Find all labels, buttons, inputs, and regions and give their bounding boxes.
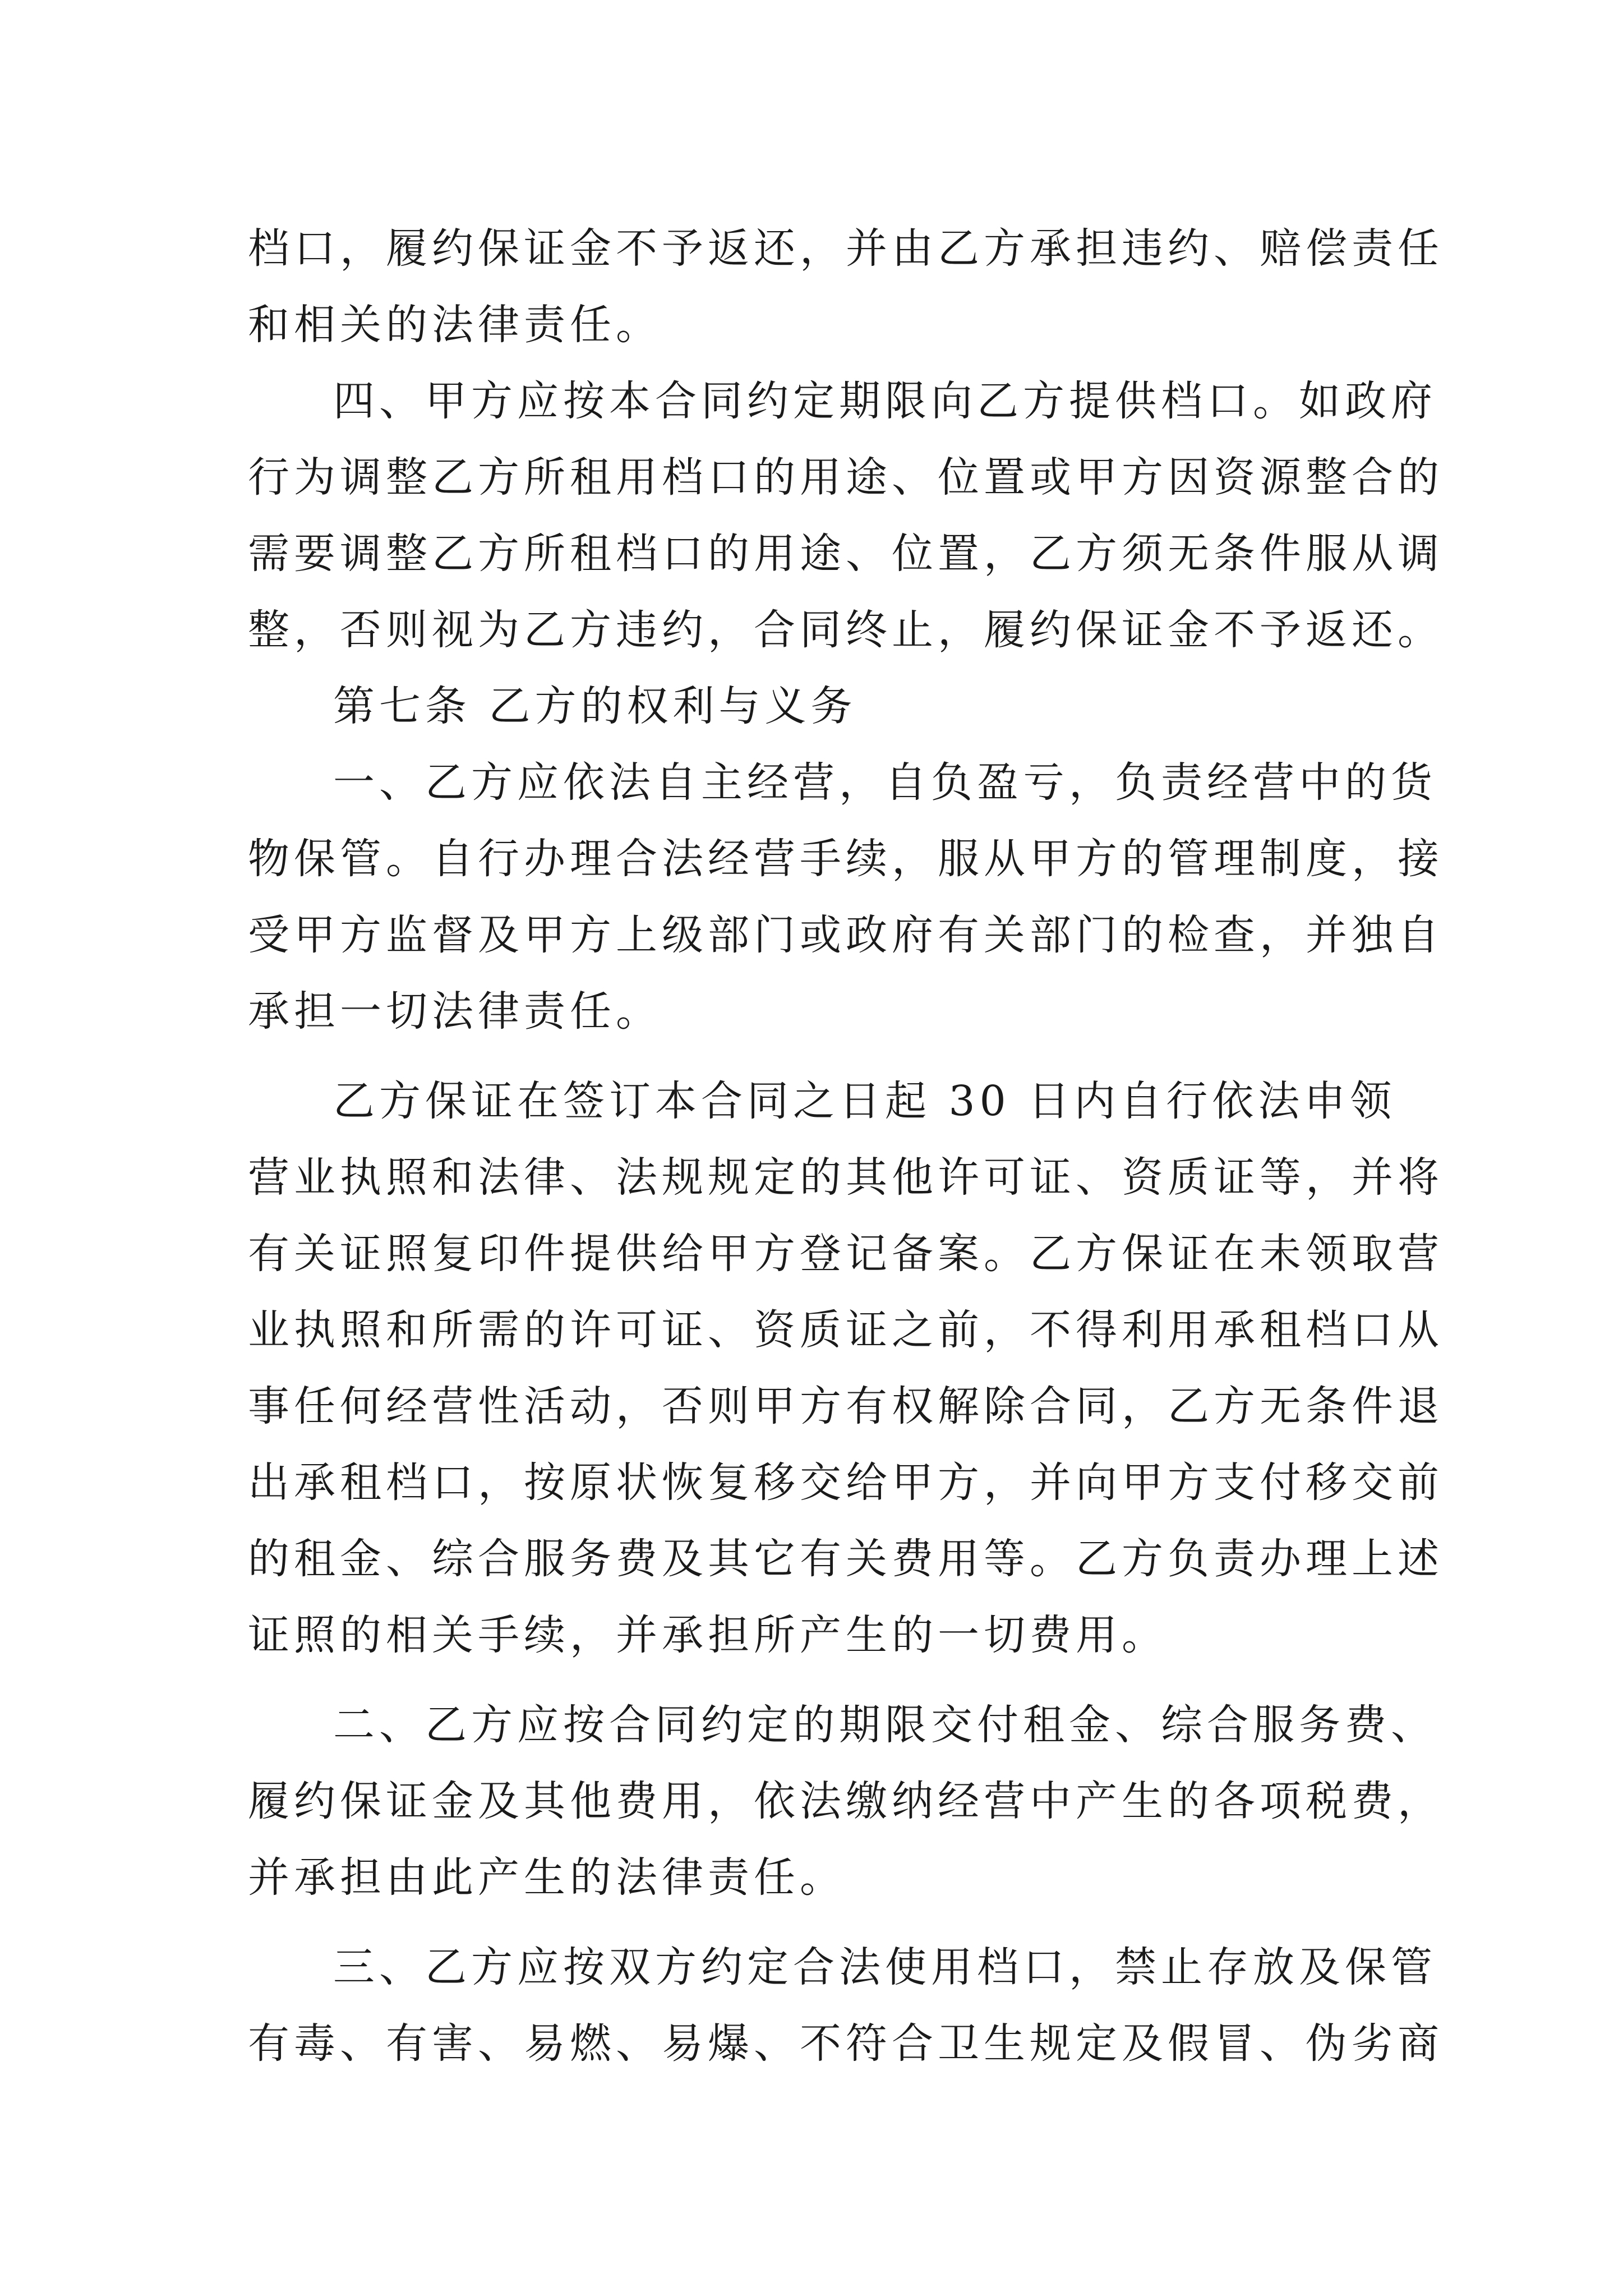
text-line: 履约保证金及其他费用，依法缴纳经营中产生的各项税费， <box>248 1777 1444 1825</box>
clause-one-start: 一、乙方应依法自主经营，自负盈亏，负责经营中的货 <box>333 758 1437 807</box>
text-line: 有关证照复印件提供给甲方登记备案。乙方保证在未领取营 <box>248 1230 1444 1278</box>
text-line: 出承租档口，按原状恢复移交给甲方，并向甲方支付移交前 <box>248 1458 1444 1507</box>
clause-three-start: 三、乙方应按双方约定合法使用档口，禁止存放及保管 <box>333 1943 1437 1991</box>
clause-four-start: 四、甲方应按本合同约定期限向乙方提供档口。如政府 <box>333 377 1437 425</box>
text-line: 承担一切法律责任。 <box>248 987 662 1036</box>
text-line: 并承担由此产生的法律责任。 <box>248 1853 846 1902</box>
text-line: 营业执照和法律、法规规定的其他许可证、资质证等，并将 <box>248 1153 1444 1202</box>
text-line: 整，否则视为乙方违约，合同终止，履约保证金不予返还。 <box>248 606 1444 654</box>
paragraph-license-start: 乙方保证在签订本合同之日起 30 日内自行依法申领 <box>333 1077 1396 1125</box>
text-line: 受甲方监督及甲方上级部门或政府有关部门的检查，并独自 <box>248 911 1444 959</box>
text-line: 档口，履约保证金不予返还，并由乙方承担违约、赔偿责任 <box>248 224 1444 273</box>
contract-text <box>248 210 1444 2082</box>
text-line: 和相关的法律责任。 <box>248 301 662 349</box>
text-line: 行为调整乙方所租用档口的用途、位置或甲方因资源整合的 <box>248 453 1444 501</box>
article-seven-heading: 第七条 乙方的权利与义务 <box>333 682 857 730</box>
text-line: 物保管。自行办理合法经营手续，服从甲方的管理制度，接 <box>248 835 1444 883</box>
text-line: 有毒、有害、易燃、易爆、不符合卫生规定及假冒、伪劣商 <box>248 2019 1444 2068</box>
text-line: 需要调整乙方所租档口的用途、位置，乙方须无条件服从调 <box>248 530 1444 578</box>
text-line: 业执照和所需的许可证、资质证之前，不得利用承租档口从 <box>248 1306 1444 1354</box>
text-line: 事任何经营性活动，否则甲方有权解除合同，乙方无条件退 <box>248 1382 1444 1430</box>
clause-two-start: 二、乙方应按合同约定的期限交付租金、综合服务费、 <box>333 1701 1437 1749</box>
text-line: 证照的相关手续，并承担所产生的一切费用。 <box>248 1611 1168 1659</box>
text-line: 的租金、综合服务费及其它有关费用等。乙方负责办理上述 <box>248 1535 1444 1583</box>
